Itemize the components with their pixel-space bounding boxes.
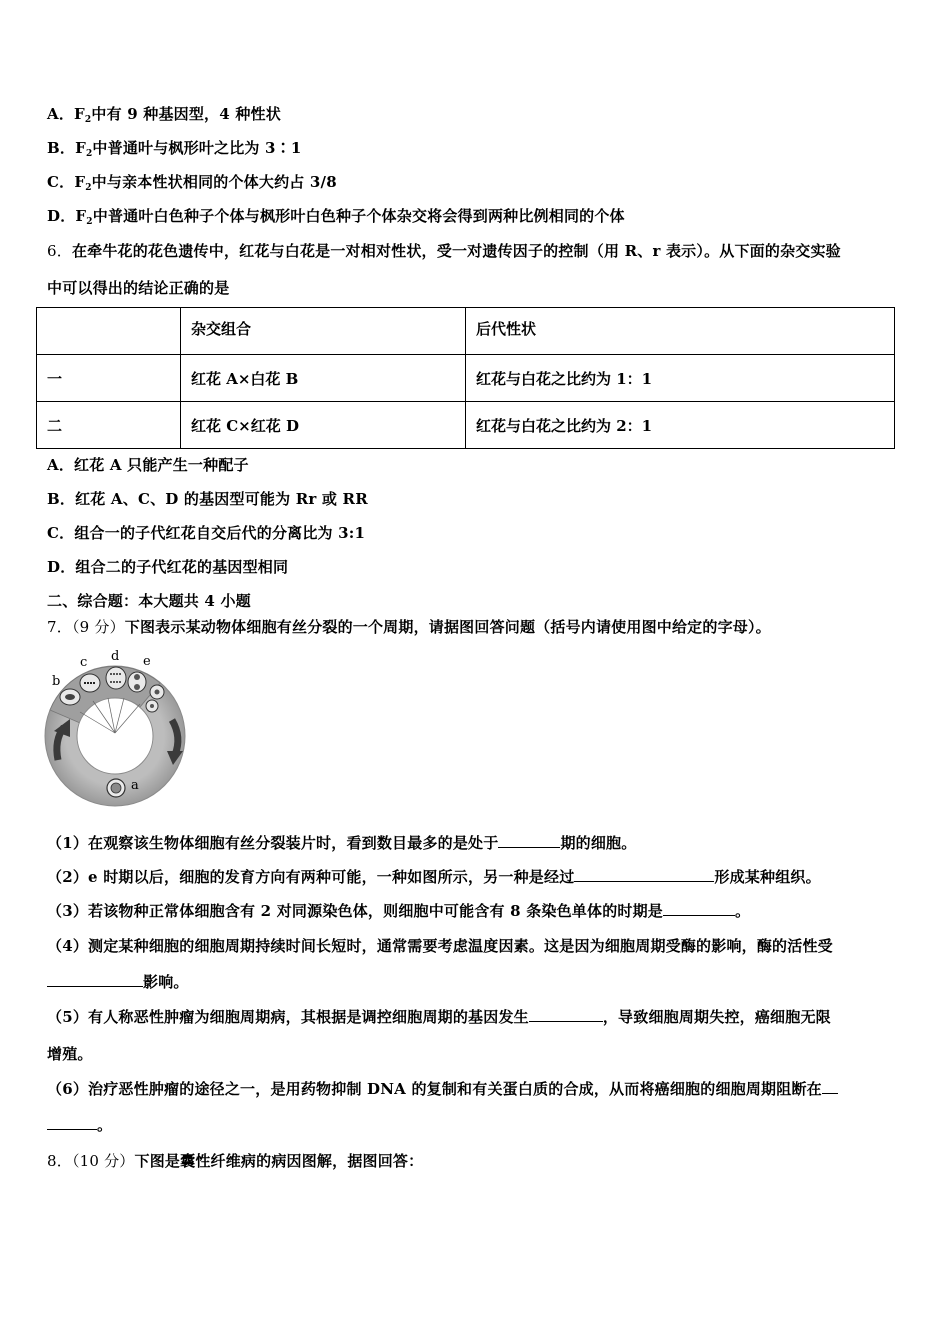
label-c: c [80, 655, 88, 670]
q5-option-b: B．$F_2$中普通叶与枫形叶之比为 3∶1 [47, 139, 302, 159]
table-row [37, 355, 895, 402]
q5-option-d: D．$F_2$中普通叶白色种子个体与枫形叶白色种子个体杂交将会得到两种比例相同的个体 [47, 207, 625, 227]
answer-blank[interactable] [498, 833, 560, 848]
q7-part-5: （5）有人称恶性肿瘤为细胞周期病，其根据是调控细胞周期的基因发生 ，导致细胞周期失控，癌细胞无限 [47, 1008, 831, 1026]
q7-part-6-continued: 。 [47, 1114, 112, 1135]
cell-icon-d [106, 667, 126, 689]
answer-blank[interactable] [574, 867, 714, 882]
q6-option-b: B．红花 A、C、D 的基因型可能为 Rr 或 RR [47, 490, 368, 508]
cell-icon-c [80, 674, 100, 692]
table-cell: 红花与白花之比约为 1：1 [466, 355, 895, 402]
question-number: 7． [47, 618, 72, 636]
label-b: b [52, 674, 61, 689]
answer-blank[interactable] [47, 972, 143, 987]
label-d: d [111, 649, 120, 664]
q7-part-4-continued: 影响。 [47, 971, 189, 992]
table-header-cell: 杂交组合 [181, 308, 466, 355]
answer-blank[interactable] [529, 1007, 603, 1022]
question-score: （9 分） [71, 618, 125, 636]
q7-stem: 7．（9 分）下图表示某动物体细胞有丝分裂的一个周期，请据图回答问题（括号内请使用图中给定的字母）。 [47, 618, 771, 636]
q7-part-5-continued: 增殖。 [47, 1045, 93, 1063]
cell-cycle-diagram [40, 645, 195, 810]
answer-blank[interactable] [47, 1115, 97, 1130]
label-a: a [131, 778, 139, 793]
table-header-row [37, 308, 895, 355]
table-cell: 红花 C×红花 D [181, 402, 466, 449]
q7-part-2: （2）e 时期以后，细胞的发育方向有两种可能，一种如图所示，另一种是经过 形成某种组织。 [47, 868, 821, 886]
q7-part-1: （1）在观察该生物体细胞有丝分裂装片时，看到数目最多的是处于 期的细胞。 [47, 834, 637, 852]
table-header-cell [37, 308, 181, 355]
section-heading: 二、综合题：本大题共 4 小题 [47, 592, 251, 610]
q5-option-a: A．$F_2$中有 9 种基因型，4 种性状 [47, 105, 281, 125]
q8-stem: 8．（10 分）下图是囊性纤维病的病因图解，据图回答： [47, 1152, 424, 1170]
q6-option-d: D．组合二的子代红花的基因型相同 [47, 558, 289, 576]
cell-icon-d2 [128, 672, 146, 692]
question-score: （10 分） [71, 1152, 135, 1170]
question-number: 8． [47, 1152, 72, 1170]
q7-part-3: （3）若该物种正常体细胞含有 2 对同源染色体，则细胞中可能含有 8 条染色单体的时期是 。 [47, 902, 751, 920]
cell-icon-a [107, 779, 125, 797]
q7-part-6: （6）治疗恶性肿瘤的途径之一，是用药物抑制 DNA 的复制和有关蛋白质的合成，从而将癌细胞的细胞周期阻断在 [47, 1078, 838, 1099]
q6-stem-continued: 中可以得出的结论正确的是 [47, 279, 230, 297]
label-e: e [143, 654, 151, 669]
table-cell: 二 [37, 402, 181, 449]
q6-table [36, 307, 895, 449]
q6-option-c: C．组合一的子代红花自交后代的分离比为 3:1 [47, 524, 366, 542]
table-cell: 一 [37, 355, 181, 402]
table-cell: 红花与白花之比约为 2：1 [466, 402, 895, 449]
answer-blank[interactable] [822, 1079, 838, 1094]
question-number: 6． [47, 242, 72, 260]
q5-option-c: C．$F_2$中与亲本性状相同的个体大约占 3/8 [47, 173, 337, 193]
table-cell: 红花 A×白花 B [181, 355, 466, 402]
table-header-cell: 后代性状 [466, 308, 895, 355]
cell-icon-b [60, 689, 80, 705]
table-row [37, 402, 895, 449]
answer-blank[interactable] [663, 901, 735, 916]
q6-stem: 6．在牵牛花的花色遗传中，红花与白花是一对相对性状，受一对遗传因子的控制（用 R、r 表示）。从下面的杂交实验 [47, 242, 841, 260]
q6-option-a: A．红花 A 只能产生一种配子 [47, 456, 249, 474]
q7-part-4: （4）测定某种细胞的细胞周期持续时间长短时，通常需要考虑温度因素。这是因为细胞周期受酶的影响，酶的活性受 [47, 937, 833, 955]
